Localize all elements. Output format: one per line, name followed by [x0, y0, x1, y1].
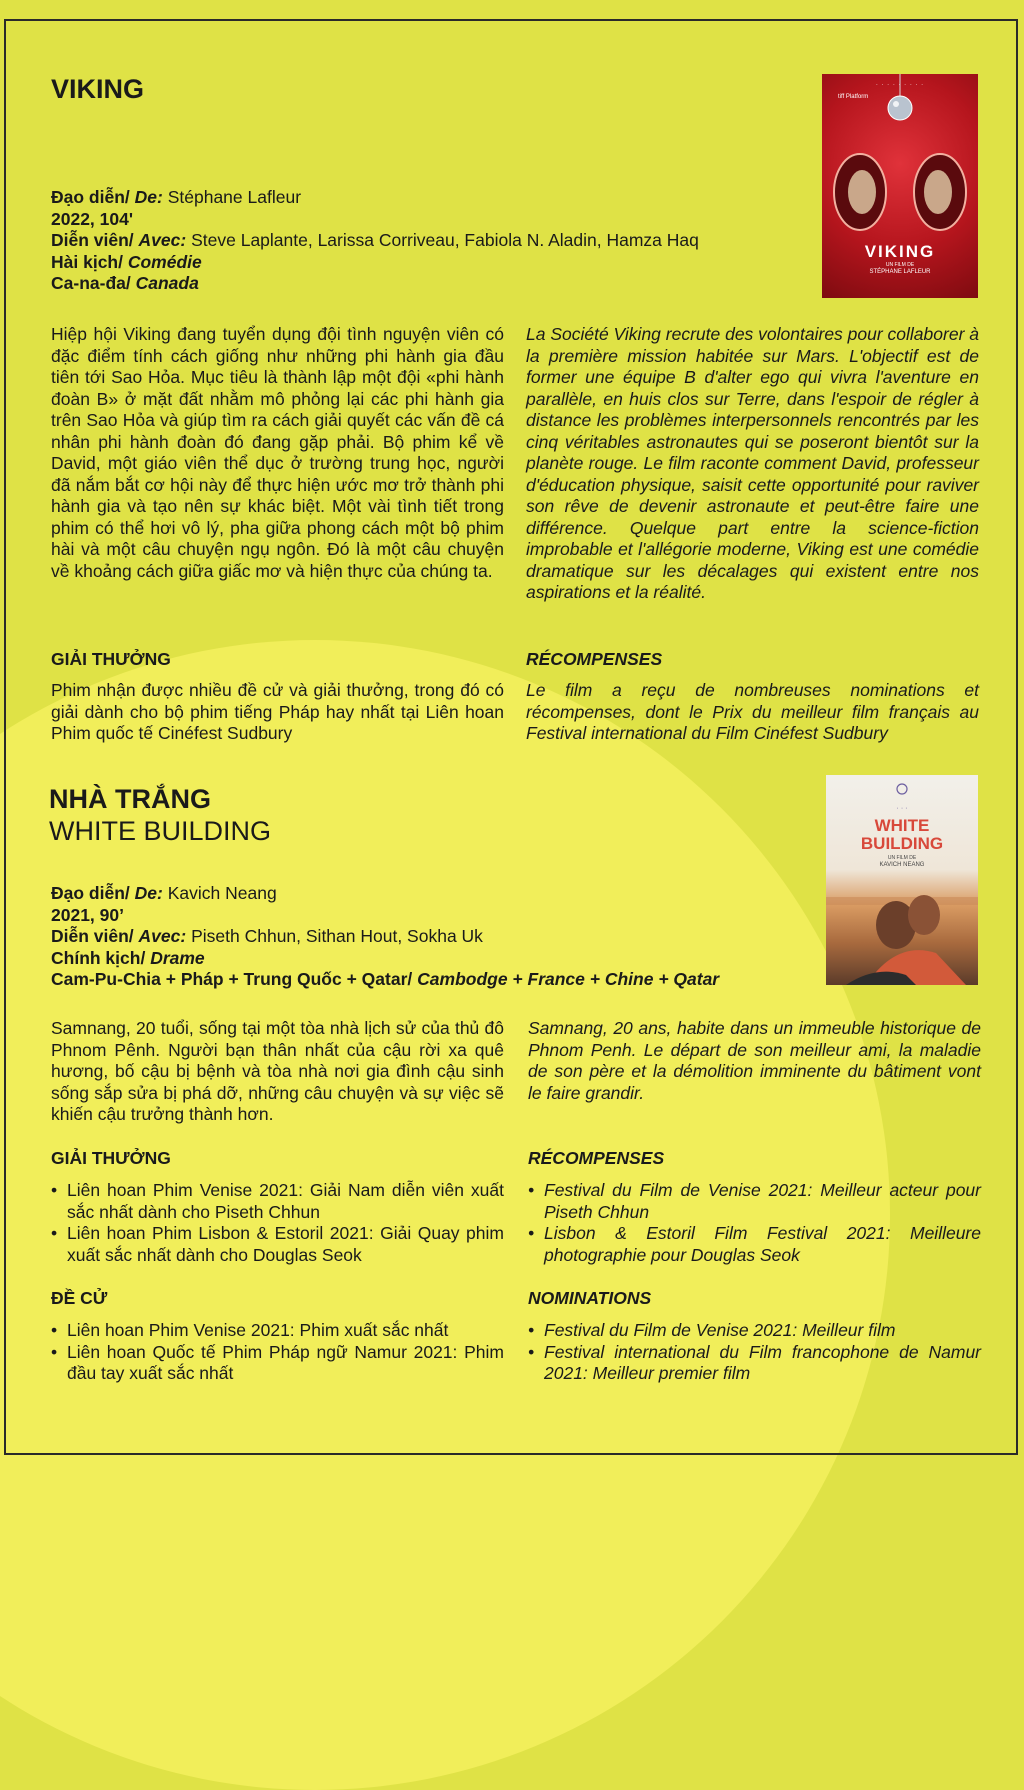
nominations-list-vi	[51, 1320, 504, 1385]
poster-title: VIKING	[864, 242, 936, 261]
nominations-heading-fr: NOMINATIONS	[528, 1288, 652, 1308]
list-item: • Liên hoan Phim Venise 2021: Giải Nam diễn viên xuất sắc nhất dành cho Piseth Chhun	[51, 1180, 504, 1223]
list-item: • Liên hoan Quốc tế Phim Pháp ngữ Namur 2021: Phim đầu tay xuất sắc nhất	[51, 1342, 504, 1385]
director-line: Đạo diễn/ De: Kavich Neang	[51, 883, 277, 903]
film-poster-viking	[822, 74, 978, 298]
poster-cast-strip: · · · · · · · · ·	[875, 82, 925, 88]
genre-line: Chính kịch/ Drame	[51, 947, 205, 968]
awards-heading-vi: GIẢI THƯỞNG	[51, 649, 171, 669]
country-line: Ca-na-đa/ Canada	[51, 273, 199, 293]
synopsis-vi: Hiệp hội Viking đang tuyển dụng đội tình nguyện viên có đặc điểm tính cách giống như những phi hành gia đầu tiên tới Sao Hỏa. Mục tiêu là thành lập một đội «phi hành đoàn B» ở mặt đất nhằm mô phỏng lại các phi hành gia trên Sao Hỏa và giúp tìm ra cách giải quyết các vấn đề cá nhân phi hành đoàn đó đang gặp phải. Bộ phim kể về David, một giáo viên thể dục ở trường trung học, người đã nắm bắt cơ hội này để thực hiện ước mơ trở thành phi hành gia và tạo nên sự khác biệt. Một vài tình tiết trong phim có thể hơi vô lý, pha giữa phong cách một bộ phim hài và một câu chuyện ngụ ngôn. Đó là một câu chuyện về khoảng cách giữa giấc mơ và hiện thực của chúng ta.	[51, 324, 504, 581]
poster-khmer-title: · · ·	[896, 805, 908, 812]
director-name: Stéphane Lafleur	[167, 187, 302, 207]
nominations-heading-vi: ĐỀ CỬ	[51, 1288, 108, 1308]
awards-text-vi: Phim nhận được nhiều đề cử và giải thưởng, trong đó có giải dành cho bộ phim tiếng Pháp hay nhất tại Liên hoan Phim quốc tế Cinéfest Sudbury	[51, 680, 504, 743]
country-line: Cam-Pu-Chia + Pháp + Trung Quốc + Qatar/ Cambodge + France + Chine + Qatar	[51, 969, 720, 989]
director-name: Kavich Neang	[167, 883, 277, 903]
cast-names: Piseth Chhun, Sithan Hout, Sokha Uk	[191, 926, 483, 946]
poster-badge: tiff Platform	[838, 94, 869, 100]
list-item: • Festival du Film de Venise 2021: Meilleur film	[528, 1320, 981, 1342]
synopsis-vi: Samnang, 20 tuổi, sống tại một tòa nhà lịch sử của thủ đô Phnom Pênh. Người bạn thân nhất của cậu rời xa quê hương, bố cậu bị bệnh và tòa nhà nơi gia đình cậu sinh sống sắp sửa bị phá dỡ, những câu chuyện và sự việc sẽ khiến cậu trưởng thành hơn.	[51, 1018, 504, 1124]
list-item: • Festival du Film de Venise 2021: Meilleur acteur pour Piseth Chhun	[528, 1180, 981, 1223]
film-meta	[51, 883, 811, 991]
list-item: • Lisbon & Estoril Film Festival 2021: Meilleure photographie pour Douglas Seok	[528, 1223, 981, 1266]
film-title: VIKING	[51, 74, 145, 104]
list-item: • Festival international du Film francophone de Namur 2021: Meilleur premier film	[528, 1342, 981, 1385]
year-duration: 2022, 104'	[51, 208, 134, 229]
director-line: Đạo diễn/ De: Stéphane Lafleur	[51, 187, 302, 207]
awards-heading-fr: RÉCOMPENSES	[526, 649, 663, 669]
film-subtitle: WHITE BUILDING	[49, 816, 272, 846]
cast-names: Steve Laplante, Larissa Corriveau, Fabiola N. Aladin, Hamza Haq	[191, 230, 699, 250]
year-duration: 2021, 90’	[51, 904, 124, 925]
synopsis-fr: La Société Viking recrute des volontaires pour collaborer à la première mission habitée sur Mars. L'objectif est de former une équipe B d'alter ego qui vivra l'aventure en parallèle, en huis clos sur Terre, dans l'espoir de régler à distance les problèmes interpersonnels rencontrés par les cinq véritables astronautes qui se poseront bientôt sur la planète rouge. Le film raconte comment David, professeur d'éducation physique, saisit cette opportunité pour raviver son rêve de devenir astronaute et peut-être faire une différence. Quelque part entre la science-fiction improbable et l'allégorie moderne, Viking est une comédie dramatique sur les décalages qui existent entre nos aspirations et la réalité.	[526, 324, 979, 602]
poster-credit-small: UN FILM DE	[887, 855, 917, 861]
poster-credit-name: STÉPHANE LAFLEUR	[869, 269, 931, 275]
film-title: NHÀ TRẮNG	[49, 784, 211, 814]
awards-heading-vi: GIẢI THƯỞNG	[51, 1148, 171, 1168]
awards-text-fr: Le film a reçu de nombreuses nominations et récompenses, dont le Prix du meilleur film français au Festival international du Film Cinéfest Sudbury	[526, 680, 979, 743]
film-poster-white-building	[826, 775, 978, 985]
film-meta	[51, 187, 791, 295]
cast-line: Diễn viên/ Avec: Steve Laplante, Larissa Corriveau, Fabiola N. Aladin, Hamza Haq	[51, 230, 699, 250]
poster-title-line1: WHITE	[874, 816, 930, 835]
synopsis-fr: Samnang, 20 ans, habite dans un immeuble historique de Phnom Penh. Le départ de son meilleur ami, la maladie de son père et la démolition imminente du bâtiment vont le faire grandir.	[528, 1018, 981, 1103]
awards-list-vi	[51, 1180, 504, 1266]
nominations-list-fr	[528, 1320, 981, 1385]
poster-title-line2: BUILDING	[860, 834, 944, 853]
list-item: • Liên hoan Phim Venise 2021: Phim xuất sắc nhất	[51, 1320, 504, 1342]
cast-line: Diễn viên/ Avec: Piseth Chhun, Sithan Hout, Sokha Uk	[51, 926, 483, 946]
poster-credit-small: UN FILM DE	[885, 262, 915, 268]
genre-line: Hài kịch/ Comédie	[51, 251, 202, 272]
poster-credit-name: KAVICH NEANG	[879, 862, 925, 868]
awards-list-fr	[528, 1180, 981, 1266]
list-item: • Liên hoan Phim Lisbon & Estoril 2021: Giải Quay phim xuất sắc nhất dành cho Douglas Seok	[51, 1223, 504, 1266]
awards-heading-fr: RÉCOMPENSES	[528, 1148, 665, 1168]
